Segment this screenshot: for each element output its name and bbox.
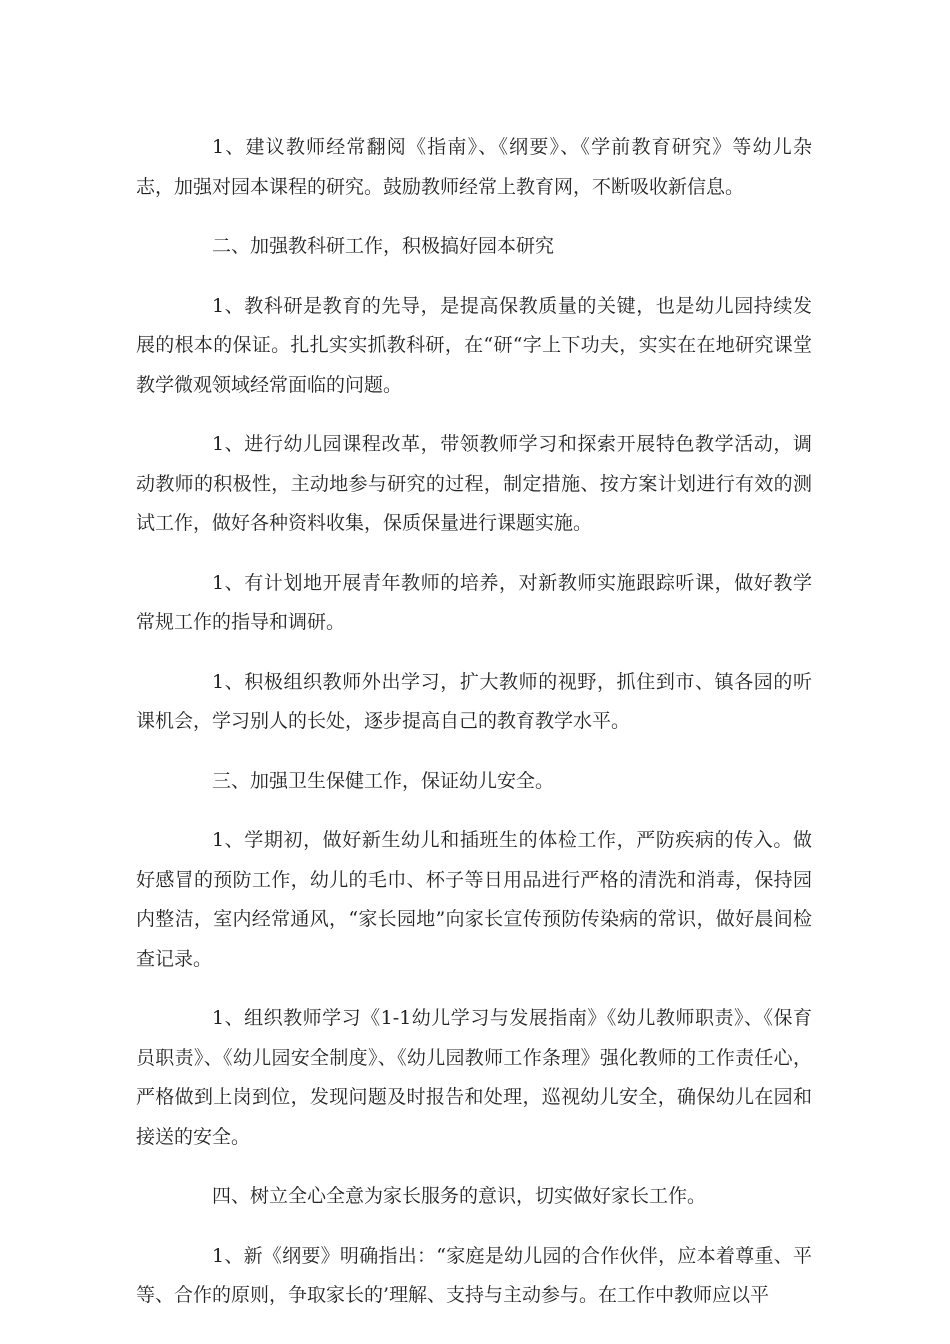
paragraph: 1、教科研是教育的先导，是提高保教质量的关键，也是幼儿园持续发展的根本的保证。扎扎实实抓教科研，在“研“字上下功夫，实实在在地研究课堂教学微观领域经常面临的问题。 <box>136 294 812 396</box>
section-heading: 二、加强教科研工作，积极搞好园本研究 <box>212 235 555 257</box>
paragraph: 1、建议教师经常翻阅《指南》、《纲要》、《学前教育研究》等幼儿杂志，加强对园本课程的研究。鼓励教师经常上教育网，不断吸收新信息。 <box>136 136 812 198</box>
paragraph: 1、学期初，做好新生幼儿和插班生的体检工作，严防疾病的传入。做好感冒的预防工作，幼儿的毛巾、杯子等日用品进行严格的清洗和消毒，保持园内整洁，室内经常通风，“家长园地”向家长宣传预防传染病的常识，做好晨间检查记录。 <box>136 829 812 970</box>
document-body <box>136 128 812 1336</box>
paragraph: 1、组织教师学习《1-1幼儿学习与发展指南》《幼儿教师职责》、《保育员职责》、《幼儿园安全制度》、《幼儿园教师工作条理》强化教师的工作责任心，严格做到上岗到位，发现问题及时报告和处理，巡视幼儿安全，确保幼儿在园和接送的安全。 <box>136 1007 812 1148</box>
paragraph: 1、进行幼儿园课程改革，带领教师学习和探索开展特色教学活动，调动教师的积极性，主动地参与研究的过程，制定措施、按方案计划进行有效的测试工作，做好各种资料收集，保质保量进行课题实施。 <box>136 433 812 534</box>
section-heading: 四、树立全心全意为家长服务的意识，切实做好家长工作。 <box>212 1185 707 1207</box>
paragraph: 1、新《纲要》明确指出：“家庭是幼儿园的合作伙伴，应本着尊重、平等、合作的原则，争取家长的’理解、支持与主动参与。在工作中教师应以平 <box>136 1244 812 1306</box>
section-heading: 三、加强卫生保健工作，保证幼儿安全。 <box>212 769 555 792</box>
paragraph: 1、有计划地开展青年教师的培养，对新教师实施跟踪听课，做好教学常规工作的指导和调研。 <box>136 571 812 633</box>
paragraph: 1、积极组织教师外出学习，扩大教师的视野，抓住到市、镇各园的听课机会，学习别人的长处，逐步提高自己的教育教学水平。 <box>136 670 812 732</box>
